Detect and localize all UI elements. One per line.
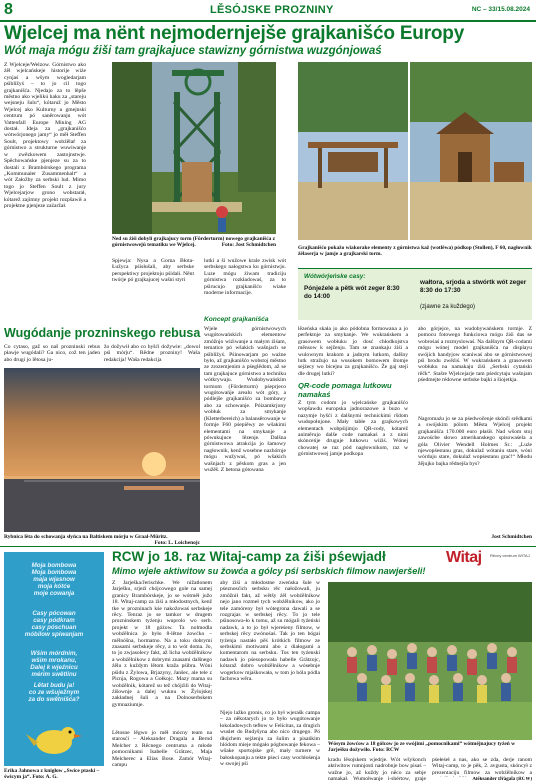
article3-headline: RCW jo 18. raz Witaj-camp za źiši pśewjadł — [112, 549, 386, 564]
article1-sub-concept: Koncept grajkanišća — [204, 316, 269, 323]
opening-hours-right: wałtora, srjoda a stwórtk wót zeger 8:30 do 17:30 — [420, 279, 527, 294]
photo4-caption-text: Wósym žowćow a 18 gólcow jo ze swójimi „pomocnikami“ wótmějnajucy tyźeń w Jarješku dožywiło. — [328, 741, 515, 754]
opening-hours-title: Wótwórjeńske casy: — [304, 273, 366, 280]
logo-wordmark: Witaj — [446, 549, 482, 566]
poster-credit: Foto: A. G. — [32, 774, 58, 781]
article1-col4-body2: Z tym codom jo wjelcańske grajkanišćo wopšawdu europska jadnorazowe a buzo w nazymje hyšći z dalšnymi technickimi ršdom wudopołnjone. Mały tabłe za grajkowych elementach wobpśijimjo QR-cody, kótarež animěrujo dalše code namakaś a z nimi skónceńje druguje lutkowu wiźiś. Wónej chowatej se raz pód nagłownikom, raz w górnistwowej jamje podkopa — [298, 400, 408, 458]
photo3-caption-text: Rybnica lěta do schowanja słyńca na Baltiskem mórju w Graal-Müritz. — [4, 534, 168, 540]
article1-col5-body2: Nagromaźu jo se za pśedwočenje skónči srědkami a swójskim pólom Města Wjelcej projekt grajkanišća 170.000 euro płaśił. Nad wšom stoj zawoścbe słowo amerikanskego spisowaśela a góla Olivier Wendell Holmes Sr.: „Luźe njewopśestanu gras, dokulaž wótaniu stare, wóni wórduju stare, dokulaž wopśestanu grać!“ Młodu žějujko bajka rědnejša bys? — [418, 416, 532, 467]
logo-caption: Rěcny centrum WITAJ — [490, 553, 530, 558]
photo3-credit: Foto: L. Loichenojc — [154, 540, 200, 547]
page-header — [0, 0, 536, 20]
article1-sub-qr: QR-code pomaga lutkowu namakaś — [298, 381, 392, 399]
article3-subhead: Mimo wjele aktiwitow su žowća a gólcy pśi serbskich filmow nawjeršeli! — [112, 566, 426, 576]
poster-text-1: Moja bombowa Moja bombowa maja wjasnow moja kótće moje cowanja — [31, 562, 77, 597]
article1-col5-body: abo górjejce, na wudobywańskem tormje. Z pomocu fotowego funkciowa mógu źiśi das se wobrośaś a rozmyslowaś. Na dalšnym QR-codami mógu wónej model grajkanišća na displayu swójich handyjow scaniwaś abo se górnistwowej pśi brodu zwěźiś. W wukrańskem a grasowem wobłuku na namakaju źiśi „Serbski cytański rěčk“. Stašre Wjelcejarje tam pśedcytaju wašnjam pśedmejte rédowne serbske bajki a šiojetkja. — [418, 326, 532, 384]
poster-caption-text: Erika Jahnowa z knigłow „Swice ptaski – świcym ja“. — [4, 768, 100, 781]
article2-col1: Co cytaso, gaž so naš prozninski rebus pławje wugódali? Ga nico, což ten jaden abo drugi jo lětosa ju- — [4, 344, 100, 363]
paper-name: LĚSÓJSKE PROZNINY — [210, 4, 334, 16]
poster-text-4: Lětat budu ja! co ze wšuježnym za do swětnišća? — [28, 682, 80, 703]
poster-image — [4, 552, 104, 766]
article1-col2-top: Spjewja: Nysa a Gorna Błota-Łužyca pśisłušali, aby serbske perspektiwy projektoju pśidali. Něnt twórje pó grajkajucej wašni styri — [112, 258, 194, 284]
article1-col4-body: lězeńska skała jo ako pódobna formowana a jo perfektnje za smykanje. We wukrańskem a grasowem wobłuku jo dosć chłodkojstva měnsow k sejženju. Tam se znankaju źiśi a wulownym krakom a jadnym lutkom, dalšny lutk stražujo na wusokem bomowem štomje sejźecy wo bicejnu za grajkanišćo. Že gaj stejí dle drugej lutki? — [298, 326, 408, 377]
photo1-credit: Foto: Jost Schmidtchen — [221, 242, 276, 249]
article3-col4: pśełeśeł a nas, ako se zda, derje ranom Witaj-camp, to je pěk, 2. avgusta, skóncył z prezentaciju filmow za wobźělnikow a — [432, 757, 532, 776]
article1-byline: Jost Schmidtchen — [491, 534, 532, 540]
header-rule — [0, 20, 536, 22]
issue-info: NC – 33/15.08.2024 — [471, 6, 530, 13]
photo-playground-house — [410, 62, 532, 240]
photo4-caption — [328, 741, 532, 755]
photo2-caption: Grajkanišćo pokažo wiakorake elementy z górnistwa kaž (wotlěwa) pódkop (Stollen), F 60, nagłownik żělaserja w jamje a grajkarski torm. — [298, 245, 532, 258]
article3-col1: Z Jarješka/Jerischke. We nižatlonem Jarješku, srjeźi chójcowego gole na samej granicy Brambórskeje, jo se wótměł južo 18. Witaj-camp za źiśi a młodostnych, kenž tke w prozninach kśe nakožowaś serbskeje rěcy. Tenraz jo se tamkor w drugem prozninskem tyźenju wuprolo wo serb. projekt w 18 góźow. Ta nolmodla wobźělnica jo było 8-lětne żowćko – mělnóšna, hormatno. Na a toku dobrymi znasami serbskeje rěcy, a to wót doma. Jo, to jo zwjasolecy fakt, až licha wobźělnikow a wobźělnikow z dobrymi znasami dalšnego źělu z kuždym lětom kraža pśibra. Wóni pśidu z Żylowa, Brjazyny, Janšec, ale tele z Picnja, Rogowa a Gołkojc. Mazy mama su wobźělnik, kótarež su tež chójźili do Witaj-źišownje a dalej wuknu w Žylojskej zakładnej šuli a na Dolnoserbskem gymnaziumje. — [112, 580, 212, 708]
photo1-caption-text: Ned su źiśi dobyli grajkajucy torm (Förderturm) nowego grajkanišća z górnistwowejú tematiku we Wjelcej. — [112, 236, 276, 249]
article2-headline: Wugódanje prozninskego rebusa — [4, 326, 201, 340]
photo1-caption — [112, 236, 276, 254]
opening-hours-note: (zjawne za kuždego) — [420, 304, 476, 310]
photo3-caption — [4, 534, 200, 546]
poster-text-3: Wšim mórdnim, wšim mrokanu, Dalej k wjeźnicu mérim swětlinu — [30, 650, 78, 678]
page-number: 8 — [4, 1, 13, 18]
article3-col3: kradu lěsojskem wjedrje. Wót wšykonch aktiwitow rumnjosti nadrobnje bow pisaś – wažne jo, až kuždy jo něco za sebje namakał. Wumołwanje i-shértow, graje — [328, 757, 426, 783]
poster-text-2: Casy pócowan casy pódkram casy póschuan móbilow spiwanjam — [24, 610, 84, 638]
article1-col3-top: lutki a ši wužowe krale zwisk wót serbskego nałogstwa ku górnistwju. Luze mógu źiwam tradiciju górnistwa rozkładowaś, za to pśirucujo grajkanišćo wiake moderne informacije. — [204, 258, 286, 297]
photo-playground-bridge — [298, 62, 408, 240]
article1-headline: Wjelcej ma nënt nejmodernjejše grajkanišćo Europy — [4, 23, 465, 44]
article3-col2-b: Njejo lažko gronis, co jo był wjerašk campa – za někotarych jo to było wugótowanje łokoladowych tefłow w Felicitas, za drugich wuslet do Budyšyna abo nico drugego. Pó dłujchem sejźenju za šulim a pisańkim hlódom mieje mógało pógbowanje fekowa – wšake sportojske grě, mały turnere w bałoskopanju a tekte pśeci casy wochłośenja w swojej pśi — [220, 710, 320, 768]
photo-camp-group — [328, 582, 532, 740]
article-divider — [0, 546, 536, 547]
article3-col1-b: Lětosne lěgwo jo měł mócny team na starosći – Aleksander Dragala a Bernd Melcher z Rěcnego centruma a młode pomocnikami Isabelle Grätzec, Maja Melcherec a Elias Bose. Zamór Witaj-campu — [112, 730, 212, 769]
article1-col1: Z Wjelceje/Welzow. Górnistwo ako źěl wjelcańskeje historije wiźe cynjaś a wšym wogledarjam pśibližyś – to jo cil togo grajkanišća. Njedajo za to lěpše městno ako wjelikú haku za „stareju wejsneju šulu“, kótaruž jo Město Wjelcej ako Kulturny a gmejnski centrum pó saněrowanju wót Vattenfall Europe Mining AG dostał. Ideja za „grajkanišćo wótwórjonego jamy“ jo měł Steffen Soult, projektowy wobźělaŕ za górnistwo a strukturne wuwiwanje w zwězkowem zastojnstwje. Spěchowańske pjenjeze su za to dostali z Brambórskego programa „Kommunaler Zusammenhalt“ a wót Załožby za serbski lud. Mimo togo jo Steffen Soult z jury Wjelcejarjow grono wobstarał, kótarež zajimny projekt rozpšawił a projektne pjenjeze zaźaržał. — [4, 62, 86, 209]
article1-subhead: Wót maja mógu źiši tam grajkajuce stawizny górnistwa wuzgónjowaś — [4, 45, 382, 57]
poster-bird-icon — [24, 712, 84, 762]
opening-hours-left: Pónjeźele a pětk wót zeger 8:30 do 14:00 — [304, 285, 400, 300]
photo-mining-tower — [112, 62, 276, 234]
article3-col2: aby źiśi a młodostne zweńska šule w pśeznosćich serbsku rěc nałožowali, ju zmóžnił fakt, až wětšy źěl wobźělnikow nejo jano rozmeł tych wobźělnikow, ako jo tele zamóreny był wótegrona dawali a se rozgrajas w serbskej rěcy. To jo tele pśinosowa-ło k tomu, až su mógali tyźeński nadawk, a to jo był wjereśeny filmow, w serbskej rěcy zwónośaś. Tak jo ten bógai tyźenja nastało pěś krótkich filmow ze serbskimi motiwami abo z diałogami a komentarom na serbsku. Tos ten tyźenski nadawk jo pśesopowała habelle Grätzojc, kótaraž dobro wobźělnikow a wósebnje wogerkow mjaśkowała, w tom jo bóla pódla fachowa wěra. — [220, 580, 320, 683]
photo4-credit: Foto: RCW — [372, 747, 400, 754]
article3-byline: Aleksander Dragala (RCW) — [472, 777, 532, 782]
photo-baltic-sunset — [4, 368, 200, 532]
poster-caption — [4, 768, 108, 782]
article2-col2: žo dožywił abo co hyšći dožywie: „dowol pśi mórju“. Rědne prozniny! Waša redakcija! Waša redakcija — [104, 344, 200, 363]
article1-col3-body: Wjele górnistwowych wugótowańskich elementow zmóžnjo wiźiwanje a małym źiśam, tematice pó wšakich wašnjach se pśibližyś. Pśinowarjam po ważne było, až grajkanišćo wobstoj městno ze zrozemjenim a pśeglědom, až se tam grajkajuce górnistwo a techniku wótkrywaju. Wudobywańskim tormom (Förderturm) pśeprjeco wugótowańje arealu wót góry, a pódlejše grajkanišćo za bombawy abo za schowanje. Póizamkrjony wobłuk za smykanje (Kletterbereich) a balansěrowanje w formje F60 pśepiěwy ze wšakimi elementami na smykanje a pówukujuce lězenje. Dalšna górnistwowa atrakcija jo šamowy nagłownik, kenž wosebne nazhórnje mógu wužywaś, pó wšakich wašnjach z pěskom gras a jen wužěš. Z betona gótowana — [204, 326, 286, 473]
opening-hours-box — [298, 268, 532, 320]
